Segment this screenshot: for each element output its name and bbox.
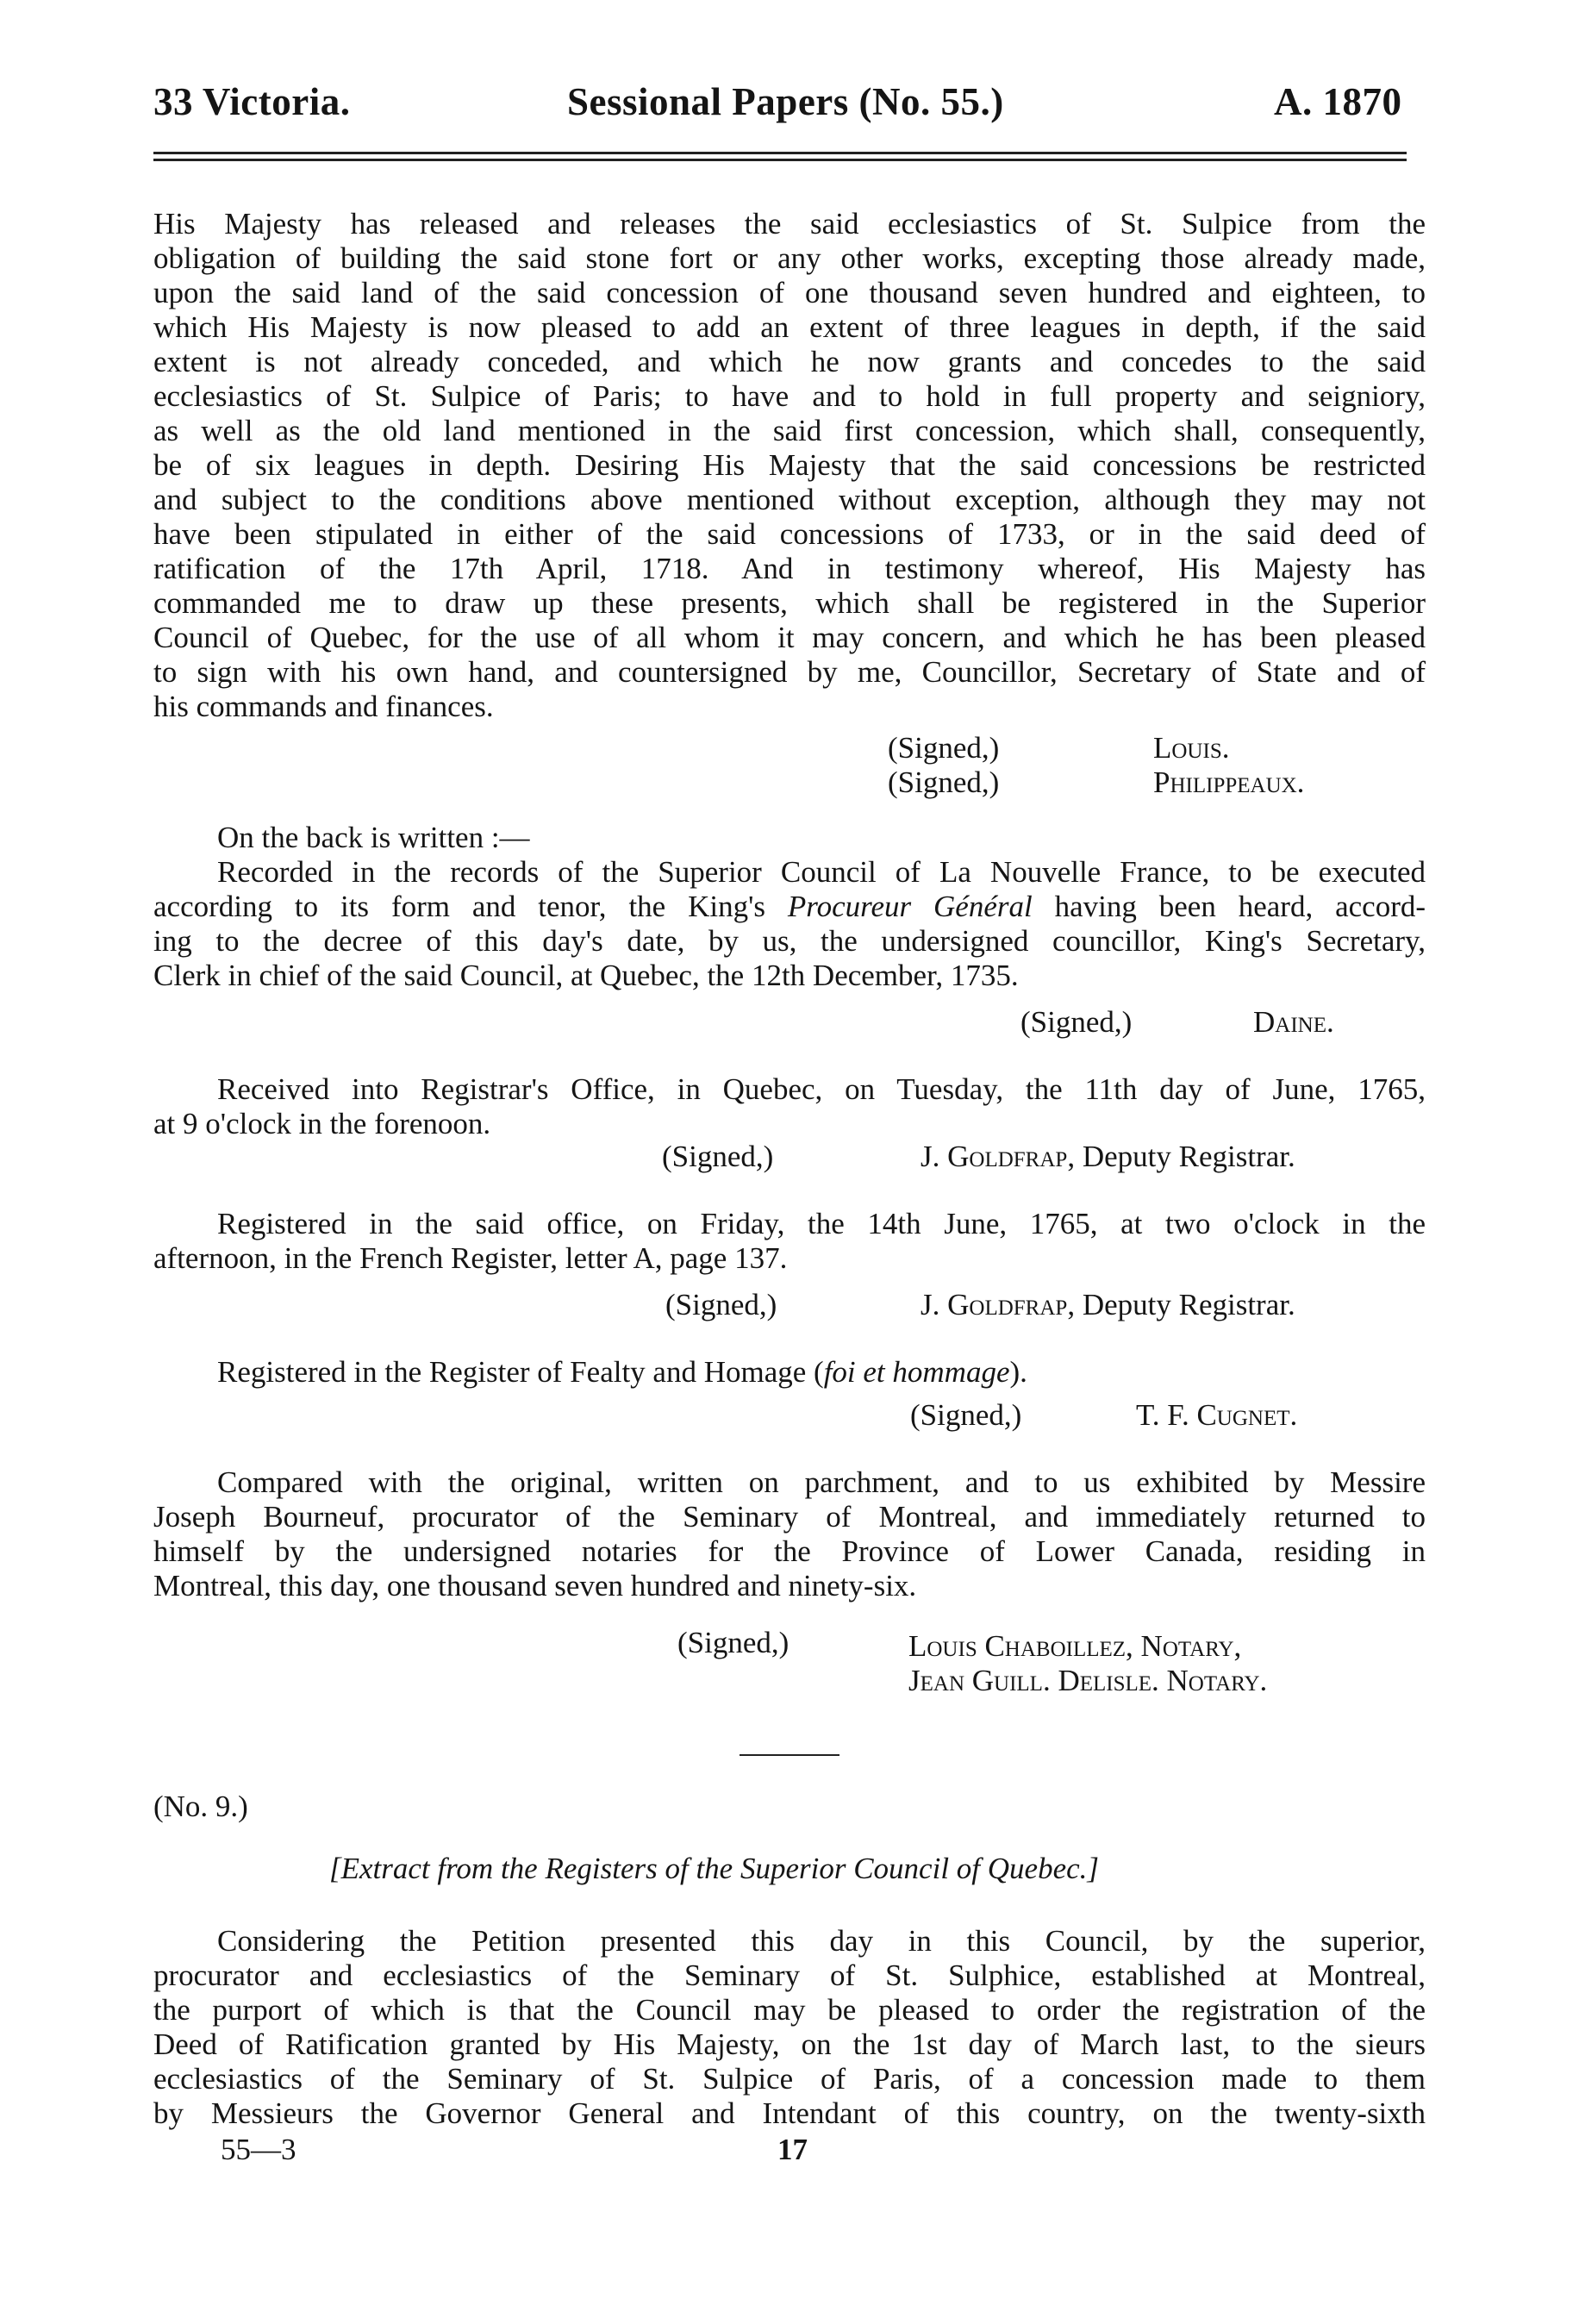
text-line: at 9 o'clock in the forenoon. [153, 1107, 491, 1140]
text-line: his commands and finances. [153, 690, 494, 723]
text-line: Council of Quebec, for the use of all whom it may concern, and which he has been pleased [153, 621, 1426, 654]
text-line: Deed of Ratification granted by His Majesty, on the 1st day of March last, to the sieurs [153, 2027, 1426, 2061]
text-line: the purport of which is that the Council may be pleased to order the registration of the [153, 1993, 1426, 2027]
signed-label: (Signed,) [662, 1140, 774, 1173]
signed-label: (Signed,) [665, 1288, 777, 1321]
section-number: (No. 9.) [153, 1790, 248, 1823]
text-line: to sign with his own hand, and countersigned by me, Councillor, Secretary of State and of [153, 655, 1426, 689]
text-line: according to its form and tenor, the King's Procureur Général having been heard, accord- [153, 890, 1426, 923]
back-note-label: On the back is written :— [217, 821, 530, 854]
text-line: procurator and ecclesiastics of the Seminary of St. Sulphice, established at Montreal, [153, 1959, 1426, 1992]
text-line: as well as the old land mentioned in the said first concession, which shall, consequently, [153, 414, 1426, 447]
text-line: commanded me to draw up these presents, which shall be registered in the Superior [153, 586, 1426, 620]
header-center: Sessional Papers (No. 55.) [567, 80, 1004, 123]
text-line: which His Majesty is now pleased to add an extent of three leagues in depth, if the said [153, 310, 1426, 344]
text-line: extent is not already conceded, and which he now grants and concedes to the said [153, 345, 1426, 378]
paragraph-5: Registered in the Register of Fealty and Homage (foi et hommage). [217, 1355, 1027, 1389]
signatory-name: T. F. Cugnet. [1136, 1398, 1298, 1432]
sheet-signature: 55—3 [221, 2133, 296, 2166]
text-line: ing to the decree of this day's date, by us, the undersigned councillor, King's Secretary, [153, 924, 1426, 958]
text-line: by Messieurs the Governor General and Intendant of this country, on the twenty-sixth [153, 2096, 1426, 2130]
text-line: afternoon, in the French Register, letter A, page 137. [153, 1241, 788, 1275]
text-line: Registered in the said office, on Friday, the 14th June, 1765, at two o'clock in the [217, 1207, 1426, 1240]
text-line: upon the said land of the said concession of one thousand seven hundred and eighteen, to [153, 276, 1426, 309]
text-line: Compared with the original, written on parchment, and to us exhibited by Messire [217, 1465, 1426, 1499]
text-line: ratification of the 17th April, 1718. And in testimony whereof, His Majesty has [153, 552, 1426, 585]
text-line: ecclesiastics of St. Sulpice of Paris; to have and to hold in full property and seigniory, [153, 379, 1426, 413]
text-line: and subject to the conditions above mentioned without exception, although they may not [153, 483, 1426, 516]
text-line: Montreal, this day, one thousand seven hundred and ninety-six. [153, 1569, 917, 1602]
header-rule-top [153, 152, 1407, 154]
signatory-name: Daine. [1253, 1005, 1334, 1039]
text-line: obligation of building the said stone fort or any other works, excepting those already made, [153, 241, 1426, 275]
notary-line-1: Louis Chaboillez, Notary, [908, 1629, 1242, 1663]
signed-label: (Signed,) [888, 731, 1000, 765]
text-line: Considering the Petition presented this day in this Council, by the superior, [217, 1924, 1426, 1958]
signatory-name: Louis. [1153, 731, 1230, 765]
text-line: be of six leagues in depth. Desiring His Majesty that the said concessions be restricted [153, 448, 1426, 482]
text-line: Received into Registrar's Office, in Quebec, on Tuesday, the 11th day of June, 1765, [217, 1072, 1426, 1106]
notary-line-2: Jean Guill. Delisle. Notary. [908, 1664, 1268, 1697]
header-rule-bottom [153, 159, 1407, 161]
header-left: 33 Victoria. [153, 80, 351, 123]
text-line: ecclesiastics of the Seminary of St. Sulpice of Paris, of a concession made to them [153, 2062, 1426, 2096]
header-right: A. 1870 [1274, 80, 1402, 123]
signed-label: (Signed,) [888, 765, 1000, 799]
signatory-name: J. Goldfrap, Deputy Registrar. [921, 1288, 1295, 1321]
text-line: Clerk in chief of the said Council, at Quebec, the 12th December, 1735. [153, 959, 1019, 992]
section-divider [740, 1754, 839, 1756]
extract-title: [Extract from the Registers of the Superior Council of Quebec.] [329, 1852, 1100, 1885]
signed-label: (Signed,) [910, 1398, 1022, 1432]
text-line: Recorded in the records of the Superior Council of La Nouvelle France, to be executed [217, 855, 1426, 889]
signatory-name: J. Goldfrap, Deputy Registrar. [921, 1140, 1295, 1173]
text-line: Joseph Bourneuf, procurator of the Seminary of Montreal, and immediately returned to [153, 1500, 1426, 1534]
italic-term: Procureur Général [787, 890, 1033, 923]
signed-label: (Signed,) [1020, 1005, 1133, 1039]
signatory-name: Philippeaux. [1153, 765, 1305, 799]
text-line: His Majesty has released and releases the said ecclesiastics of St. Sulpice from the [153, 207, 1426, 241]
text-line: have been stipulated in either of the said concessions of 1733, or in the said deed of [153, 517, 1426, 551]
page-number: 17 [777, 2133, 808, 2166]
signed-label: (Signed,) [677, 1626, 790, 1659]
text-line: himself by the undersigned notaries for the Province of Lower Canada, residing in [153, 1534, 1426, 1568]
